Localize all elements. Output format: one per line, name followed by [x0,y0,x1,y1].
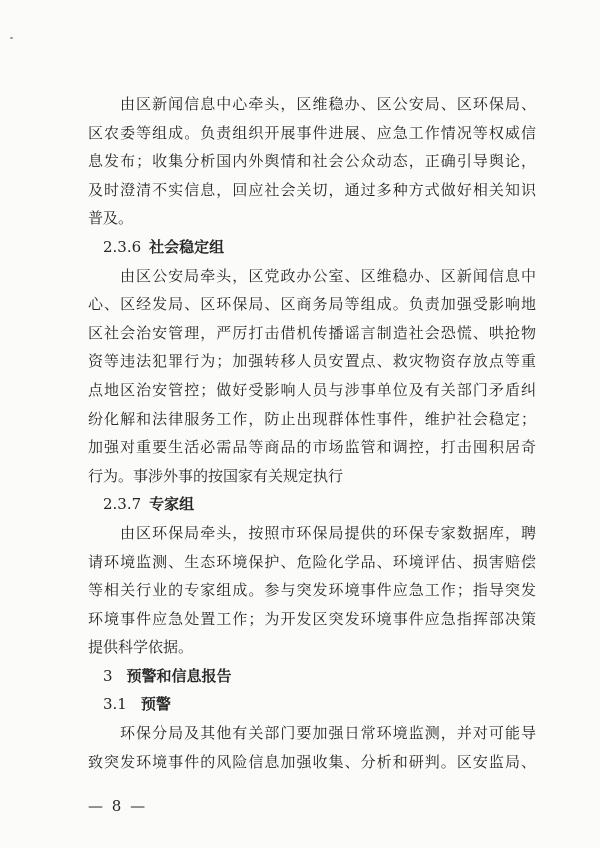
paragraph-line: 提供科学依据。 [88,638,194,657]
paragraph-line: 致突发环境事件的风险信息加强收集、分析和研判。区安监局、 [88,752,536,771]
heading-title: 专家组 [149,495,195,514]
paragraph-line: 区农委等组成。负责组织开展事件进展、应急工作情况等权威信 [88,123,536,142]
heading-number: 2.3.7 [103,495,142,514]
paragraph-line: 请环境监测、生态环境保护、危险化学品、环境评估、损害赔偿 [88,552,536,571]
paragraph-line: 行为。事涉外事的按国家有关规定执行 [88,466,344,485]
paragraph-line: 加强对重要生活必需品等商品的市场监管和调控，打击囤积居奇 [88,438,536,457]
paragraph-line: 等相关行业的专家组成。参与突发环境事件应急工作；指导突发 [88,581,536,600]
paragraph-line: 环保分局及其他有关部门要加强日常环境监测，并对可能导 [120,724,536,743]
heading-title: 预警 [140,695,171,714]
paragraph-line: 心、区经发局、区环保局、区商务局等组成。负责加强受影响地 [88,295,536,314]
paragraph-line: 及时澄清不实信息，回应社会关切，通过多种方式做好相关知识 [88,180,536,199]
paragraph-line: 区社会治安管理，严厉打击借机传播谣言制造社会恐慌、哄抢物 [88,323,536,342]
paragraph-line: 由区公安局牵头，区党政办公室、区维稳办、区新闻信息中 [120,266,536,285]
paragraph-line: 纷化解和法律服务工作，防止出现群体性事件，维护社会稳定； [88,409,536,428]
heading-title: 社会稳定组 [149,237,225,256]
paragraph-line: 普及。 [88,209,134,228]
heading-number: 3 [103,666,113,685]
paragraph-line: 由区环保局牵头，按照市环保局提供的环保专家数据库，聘 [120,523,536,542]
paragraph-line: 息发布；收集分析国内外舆情和社会公众动态，正确引导舆论， [88,152,536,171]
heading-number: 3.1 [103,695,127,714]
scan-speck [10,37,13,39]
document-body [88,90,536,776]
heading-title: 预警和信息报告 [126,666,232,685]
heading-number: 2.3.6 [103,237,142,256]
paragraph-line: 环境事件应急处置工作；为开发区突发环境事件应急指挥部决策 [88,609,536,628]
section-heading [88,662,536,691]
paragraph-line: 资等违法犯罪行为；加强转移人员安置点、救灾物资存放点等重 [88,352,536,371]
section-heading [88,690,536,719]
paragraph-line: 由区新闻信息中心牵头，区维稳办、区公安局、区环保局、 [120,95,536,113]
section-heading [88,233,536,262]
section-heading [88,490,536,519]
page-number: — 8 — [88,797,148,815]
paragraph-line: 点地区治安管控；做好受影响人员与涉事单位及有关部门矛盾纠 [88,380,536,399]
